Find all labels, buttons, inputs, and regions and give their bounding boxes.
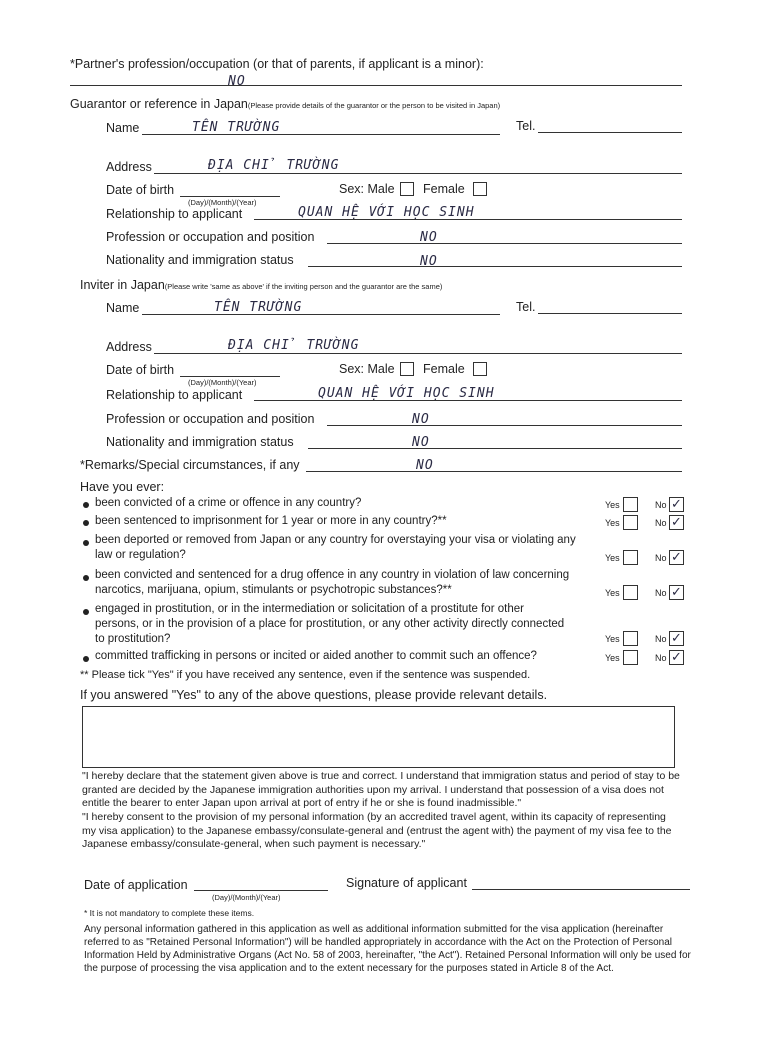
question-5-yes-label: Yes xyxy=(605,634,620,644)
inviter-tel-line[interactable] xyxy=(538,313,682,314)
guarantor-relationship-label: Relationship to applicant xyxy=(106,207,243,221)
question-1-yes-checkbox[interactable] xyxy=(623,497,638,512)
inviter-nationality-label: Nationality and immigration status xyxy=(106,435,294,449)
question-4-yes-checkbox[interactable] xyxy=(623,585,638,600)
guarantor-heading xyxy=(70,97,500,111)
guarantor-dob-label: Date of birth xyxy=(106,183,175,197)
question-4-text: been convicted and sentenced for a drug offence in any country in violation of law concerning narcotics, marijuana, opium, stimulants or psychotropic substances?** xyxy=(95,569,570,596)
guarantor-male-checkbox[interactable] xyxy=(400,182,414,196)
guarantor-heading-note: (Please provide details of the guarantor or the person to be visited in Japan) xyxy=(247,101,501,110)
signature-label: Signature of applicant xyxy=(346,876,467,890)
inviter-female-checkbox[interactable] xyxy=(473,362,487,376)
inviter-dob-label: Date of birth xyxy=(106,363,175,377)
inviter-profession-line xyxy=(327,425,682,426)
inviter-nationality-line xyxy=(308,448,682,449)
inviter-tel-label: Tel. xyxy=(516,300,536,314)
guarantor-name-value[interactable]: TÊN TRƯỜNG xyxy=(192,120,281,135)
guarantor-female-checkbox[interactable] xyxy=(473,182,487,196)
guarantor-heading-text: Guarantor or reference in Japan xyxy=(70,97,248,111)
guarantor-profession-line xyxy=(327,243,682,244)
inviter-relationship-value[interactable]: QUAN HỆ VỚI HỌC SINH xyxy=(318,386,495,401)
question-3-no-label: No xyxy=(655,553,667,563)
question-6-no-label: No xyxy=(655,653,667,663)
question-2-no-label: No xyxy=(655,518,667,528)
guarantor-nationality-value[interactable]: NO xyxy=(420,254,438,269)
question-2-yes-label: Yes xyxy=(605,518,620,528)
inviter-address-line xyxy=(154,353,682,354)
inviter-name-line xyxy=(142,314,500,315)
inviter-heading xyxy=(80,278,442,292)
bullet-icon xyxy=(83,575,89,581)
date-of-application-label: Date of application xyxy=(84,878,188,892)
declaration-paragraph-1: "I hereby declare that the statement given above is true and correct. I understand that immigration status and period of stay to be granted are decided by the Japanese immigration authorities upon my arrival. I understand that possession of a visa does not entitle the bearer to enter Japan upon arrival at port of entry if he or she is found inadmissible." xyxy=(82,770,680,809)
question-2-no-checkbox[interactable]: ✓ xyxy=(669,515,684,530)
question-6-no-checkbox[interactable]: ✓ xyxy=(669,650,684,665)
question-2-yes-checkbox[interactable] xyxy=(623,515,638,530)
inviter-profession-label: Profession or occupation and position xyxy=(106,412,315,426)
inviter-profession-value[interactable]: NO xyxy=(412,412,430,427)
bullet-icon xyxy=(83,609,89,615)
guarantor-dob-format: (Day)/(Month)/(Year) xyxy=(188,198,257,207)
remarks-value[interactable]: NO xyxy=(416,458,434,473)
guarantor-nationality-label: Nationality and immigration status xyxy=(106,253,294,267)
question-1-no-label: No xyxy=(655,500,667,510)
guarantor-name-label: Name xyxy=(106,121,140,135)
guarantor-profession-label: Profession or occupation and position xyxy=(106,230,315,244)
questions-footnote: ** Please tick "Yes" if you have received any sentence, even if the sentence was suspended. xyxy=(80,669,531,681)
inviter-name-value[interactable]: TÊN TRƯỜNG xyxy=(214,300,303,315)
signature-line[interactable] xyxy=(472,889,690,890)
question-1-yes-label: Yes xyxy=(605,500,620,510)
question-3-no-checkbox[interactable]: ✓ xyxy=(669,550,684,565)
details-textbox[interactable] xyxy=(82,706,675,768)
inviter-heading-text: Inviter in Japan xyxy=(80,278,165,292)
question-6-yes-label: Yes xyxy=(605,653,620,663)
details-prompt: If you answered "Yes" to any of the above questions, please provide relevant details. xyxy=(80,688,548,702)
question-1-no-checkbox[interactable]: ✓ xyxy=(669,497,684,512)
bullet-icon xyxy=(83,540,89,546)
question-5-no-checkbox[interactable]: ✓ xyxy=(669,631,684,646)
question-3-yes-checkbox[interactable] xyxy=(623,550,638,565)
partner-value[interactable]: NO xyxy=(228,74,246,89)
footer-note: * It is not mandatory to complete these items. xyxy=(84,908,255,918)
date-of-application-format: (Day)/(Month)/(Year) xyxy=(212,893,281,902)
inviter-name-label: Name xyxy=(106,301,140,315)
privacy-paragraph: Any personal information gathered in this application as well as additional information submitted for the visa application (hereinafter referred to as "Retained Personal Information") will be handled appropriately in accordance with the Act on the Protection of Personal Information Held by Administrative Organs (Act No. 58 of 2003, hereinafter, "the Act"). Retained Personal Information will only be used for the purpose of processing the visa application and to the extent necessary for the purposes stated in Article 8 of the Act. xyxy=(84,924,691,974)
inviter-heading-note: (Please write 'same as above' if the inviting person and the guarantor are the same) xyxy=(164,282,443,291)
inviter-sex-label: Sex: Male xyxy=(339,362,395,376)
inviter-male-checkbox[interactable] xyxy=(400,362,414,376)
question-4-no-label: No xyxy=(655,588,667,598)
bullet-icon xyxy=(83,520,89,526)
guarantor-address-label: Address xyxy=(106,160,152,174)
inviter-relationship-label: Relationship to applicant xyxy=(106,388,243,402)
declaration-paragraph-2: "I hereby consent to the provision of my personal information (by an accredited travel agent, within its capacity of representing my visa application) to the Japanese embassy/consulate-general and (entrust the agent with) the payment of my visa fee to the Japanese embassy/consulate-general, when such payment is necessary." xyxy=(82,811,672,850)
inviter-dob-line[interactable] xyxy=(180,376,280,377)
questions-heading: Have you ever: xyxy=(80,480,165,494)
bullet-icon xyxy=(83,502,89,508)
question-4-no-checkbox[interactable]: ✓ xyxy=(669,585,684,600)
remarks-label: *Remarks/Special circumstances, if any xyxy=(80,458,300,472)
inviter-address-value[interactable]: ĐỊA CHỈ TRƯỜNG xyxy=(228,338,360,353)
guarantor-dob-line[interactable] xyxy=(180,196,280,197)
partner-line xyxy=(70,85,682,86)
inviter-nationality-value[interactable]: NO xyxy=(412,435,430,450)
guarantor-tel-line[interactable] xyxy=(538,132,682,133)
guarantor-profession-value[interactable]: NO xyxy=(420,230,438,245)
guarantor-female-label: Female xyxy=(423,182,465,196)
question-1-text: been convicted of a crime or offence in any country? xyxy=(95,497,362,509)
remarks-line xyxy=(306,471,682,472)
guarantor-address-line xyxy=(154,173,682,174)
guarantor-nationality-line xyxy=(308,266,682,267)
partner-label: *Partner's profession/occupation (or that of parents, if applicant is a minor): xyxy=(70,57,484,71)
question-6-text: committed trafficking in persons or incited or aided another to commit such an offence? xyxy=(95,650,537,662)
question-5-no-label: No xyxy=(655,634,667,644)
question-6-yes-checkbox[interactable] xyxy=(623,650,638,665)
inviter-dob-format: (Day)/(Month)/(Year) xyxy=(188,378,257,387)
inviter-female-label: Female xyxy=(423,362,465,376)
question-5-yes-checkbox[interactable] xyxy=(623,631,638,646)
question-4-yes-label: Yes xyxy=(605,588,620,598)
date-of-application-line[interactable] xyxy=(194,890,328,891)
question-3-yes-label: Yes xyxy=(605,553,620,563)
guarantor-tel-label: Tel. xyxy=(516,119,536,133)
guarantor-address-value[interactable]: ĐỊA CHỈ TRƯỜNG xyxy=(208,158,340,173)
question-5-text: engaged in prostitution, or in the intermediation or solicitation of a prostitute for other persons, or in the provision of a place for prostitution, or any other activity directly connected to prostitution? xyxy=(95,603,565,645)
question-2-text: been sentenced to imprisonment for 1 year or more in any country?** xyxy=(95,515,447,527)
question-3-text: been deported or removed from Japan or any country for overstaying your visa or violating any law or regulation? xyxy=(95,534,576,561)
guarantor-sex-label: Sex: Male xyxy=(339,182,395,196)
bullet-icon xyxy=(83,656,89,662)
inviter-address-label: Address xyxy=(106,340,152,354)
guarantor-relationship-value[interactable]: QUAN HỆ VỚI HỌC SINH xyxy=(298,205,475,220)
